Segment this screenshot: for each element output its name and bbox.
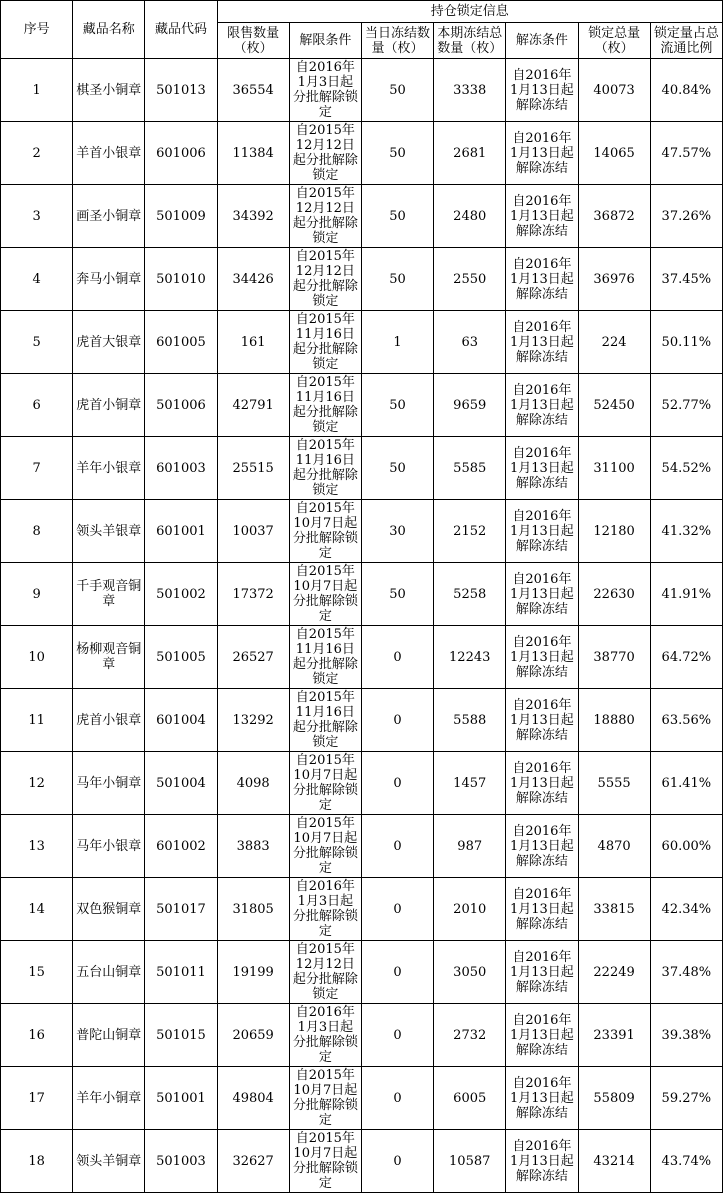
table-row <box>1 941 723 1004</box>
cell-restricted-qty: 19199 <box>217 941 289 1004</box>
cell-name: 领头羊铜章 <box>73 1130 145 1193</box>
table-row <box>1 185 723 248</box>
cell-locked-ratio: 37.48% <box>650 941 722 1004</box>
cell-code: 601003 <box>145 437 217 500</box>
cell-unlock-condition: 自2015年10月7日起分批解除锁定 <box>289 1067 361 1130</box>
cell-frozen-total: 2152 <box>434 500 506 563</box>
cell-frozen-today: 50 <box>361 248 433 311</box>
header-row-group <box>1 1 723 23</box>
table-row <box>1 1130 723 1193</box>
cell-seq: 4 <box>1 248 73 311</box>
cell-code: 501006 <box>145 374 217 437</box>
col-header-item-name: 藏品名称 <box>73 1 145 59</box>
cell-locked-total: 52450 <box>578 374 650 437</box>
cell-frozen-today: 0 <box>361 626 433 689</box>
cell-frozen-total: 3338 <box>434 59 506 122</box>
cell-seq: 15 <box>1 941 73 1004</box>
cell-frozen-today: 1 <box>361 311 433 374</box>
col-header-unfreeze-condition: 解冻条件 <box>506 23 578 59</box>
cell-restricted-qty: 11384 <box>217 122 289 185</box>
cell-unlock-condition: 自2015年12月12日起分批解除锁定 <box>289 122 361 185</box>
cell-frozen-today: 0 <box>361 1004 433 1067</box>
cell-frozen-total: 3050 <box>434 941 506 1004</box>
col-header-seq: 序号 <box>1 1 73 59</box>
cell-name: 千手观音铜章 <box>73 563 145 626</box>
cell-restricted-qty: 161 <box>217 311 289 374</box>
cell-code: 601005 <box>145 311 217 374</box>
cell-seq: 5 <box>1 311 73 374</box>
cell-seq: 1 <box>1 59 73 122</box>
cell-unlock-condition: 自2015年11月16日起分批解除锁定 <box>289 437 361 500</box>
col-header-restricted-qty: 限售数量（枚） <box>217 23 289 59</box>
cell-unlock-condition: 自2015年10月7日起分批解除锁定 <box>289 1130 361 1193</box>
cell-frozen-total: 10587 <box>434 1130 506 1193</box>
cell-unlock-condition: 自2015年12月12日起分批解除锁定 <box>289 248 361 311</box>
cell-seq: 13 <box>1 815 73 878</box>
cell-unfreeze-condition: 自2016年1月13日起解除冻结 <box>506 752 578 815</box>
cell-frozen-total: 12243 <box>434 626 506 689</box>
cell-unfreeze-condition: 自2016年1月13日起解除冻结 <box>506 626 578 689</box>
cell-unlock-condition: 自2015年10月7日起分批解除锁定 <box>289 563 361 626</box>
cell-seq: 16 <box>1 1004 73 1067</box>
table-row <box>1 878 723 941</box>
cell-code: 501013 <box>145 59 217 122</box>
cell-name: 奔马小铜章 <box>73 248 145 311</box>
cell-locked-ratio: 39.38% <box>650 1004 722 1067</box>
cell-locked-total: 40073 <box>578 59 650 122</box>
cell-locked-ratio: 42.34% <box>650 878 722 941</box>
cell-locked-total: 43214 <box>578 1130 650 1193</box>
cell-unlock-condition: 自2015年10月7日起分批解除锁定 <box>289 815 361 878</box>
cell-frozen-total: 5588 <box>434 689 506 752</box>
cell-frozen-total: 5258 <box>434 563 506 626</box>
cell-restricted-qty: 25515 <box>217 437 289 500</box>
cell-unfreeze-condition: 自2016年1月13日起解除冻结 <box>506 878 578 941</box>
table-row <box>1 122 723 185</box>
cell-name: 羊年小银章 <box>73 437 145 500</box>
cell-name: 棋圣小铜章 <box>73 59 145 122</box>
cell-seq: 12 <box>1 752 73 815</box>
cell-frozen-total: 2480 <box>434 185 506 248</box>
cell-unfreeze-condition: 自2016年1月13日起解除冻结 <box>506 374 578 437</box>
cell-restricted-qty: 4098 <box>217 752 289 815</box>
cell-name: 羊首小银章 <box>73 122 145 185</box>
cell-unfreeze-condition: 自2016年1月13日起解除冻结 <box>506 1004 578 1067</box>
table-row <box>1 59 723 122</box>
cell-locked-ratio: 37.45% <box>650 248 722 311</box>
cell-locked-total: 38770 <box>578 626 650 689</box>
cell-code: 501011 <box>145 941 217 1004</box>
cell-restricted-qty: 32627 <box>217 1130 289 1193</box>
cell-locked-ratio: 61.41% <box>650 752 722 815</box>
table-row <box>1 563 723 626</box>
cell-name: 领头羊银章 <box>73 500 145 563</box>
cell-restricted-qty: 26527 <box>217 626 289 689</box>
cell-frozen-total: 6005 <box>434 1067 506 1130</box>
cell-locked-ratio: 54.52% <box>650 437 722 500</box>
cell-unlock-condition: 自2015年10月7日起分批解除锁定 <box>289 752 361 815</box>
cell-locked-total: 22630 <box>578 563 650 626</box>
cell-code: 601001 <box>145 500 217 563</box>
cell-unlock-condition: 自2015年11月16日起分批解除锁定 <box>289 689 361 752</box>
cell-locked-ratio: 43.74% <box>650 1130 722 1193</box>
cell-locked-ratio: 60.00% <box>650 815 722 878</box>
cell-unfreeze-condition: 自2016年1月13日起解除冻结 <box>506 248 578 311</box>
cell-unfreeze-condition: 自2016年1月13日起解除冻结 <box>506 941 578 1004</box>
cell-frozen-today: 50 <box>361 59 433 122</box>
cell-code: 501009 <box>145 185 217 248</box>
cell-unfreeze-condition: 自2016年1月13日起解除冻结 <box>506 59 578 122</box>
cell-locked-total: 36872 <box>578 185 650 248</box>
cell-seq: 7 <box>1 437 73 500</box>
table-row <box>1 1004 723 1067</box>
cell-locked-total: 4870 <box>578 815 650 878</box>
table-row <box>1 248 723 311</box>
cell-unlock-condition: 自2015年10月7日起分批解除锁定 <box>289 500 361 563</box>
cell-locked-total: 36976 <box>578 248 650 311</box>
col-header-lock-info-group: 持仓锁定信息 <box>217 1 722 23</box>
cell-seq: 10 <box>1 626 73 689</box>
col-header-locked-ratio: 锁定量占总流通比例 <box>650 23 722 59</box>
cell-name: 五台山铜章 <box>73 941 145 1004</box>
cell-name: 画圣小铜章 <box>73 185 145 248</box>
cell-code: 501005 <box>145 626 217 689</box>
cell-frozen-today: 50 <box>361 563 433 626</box>
table-row <box>1 815 723 878</box>
cell-restricted-qty: 49804 <box>217 1067 289 1130</box>
cell-restricted-qty: 3883 <box>217 815 289 878</box>
cell-unlock-condition: 自2016年1月3日起分批解除锁定 <box>289 878 361 941</box>
cell-seq: 11 <box>1 689 73 752</box>
cell-name: 马年小银章 <box>73 815 145 878</box>
table-row <box>1 752 723 815</box>
cell-locked-total: 55809 <box>578 1067 650 1130</box>
table-row <box>1 311 723 374</box>
cell-unfreeze-condition: 自2016年1月13日起解除冻结 <box>506 563 578 626</box>
cell-restricted-qty: 13292 <box>217 689 289 752</box>
cell-seq: 8 <box>1 500 73 563</box>
cell-restricted-qty: 17372 <box>217 563 289 626</box>
cell-seq: 14 <box>1 878 73 941</box>
cell-unlock-condition: 自2015年11月16日起分批解除锁定 <box>289 374 361 437</box>
cell-frozen-today: 30 <box>361 500 433 563</box>
cell-unlock-condition: 自2015年11月16日起分批解除锁定 <box>289 311 361 374</box>
cell-unfreeze-condition: 自2016年1月13日起解除冻结 <box>506 1130 578 1193</box>
cell-unlock-condition: 自2016年1月3日起分批解除锁定 <box>289 59 361 122</box>
cell-name: 羊年小铜章 <box>73 1067 145 1130</box>
cell-name: 马年小铜章 <box>73 752 145 815</box>
cell-unfreeze-condition: 自2016年1月13日起解除冻结 <box>506 1067 578 1130</box>
cell-name: 虎首小银章 <box>73 689 145 752</box>
cell-locked-ratio: 50.11% <box>650 311 722 374</box>
cell-seq: 18 <box>1 1130 73 1193</box>
cell-locked-ratio: 40.84% <box>650 59 722 122</box>
cell-restricted-qty: 31805 <box>217 878 289 941</box>
cell-code: 501003 <box>145 1130 217 1193</box>
cell-unlock-condition: 自2015年11月16日起分批解除锁定 <box>289 626 361 689</box>
cell-seq: 2 <box>1 122 73 185</box>
cell-frozen-total: 2681 <box>434 122 506 185</box>
cell-unfreeze-condition: 自2016年1月13日起解除冻结 <box>506 185 578 248</box>
cell-locked-ratio: 63.56% <box>650 689 722 752</box>
cell-code: 501002 <box>145 563 217 626</box>
cell-unfreeze-condition: 自2016年1月13日起解除冻结 <box>506 500 578 563</box>
cell-restricted-qty: 20659 <box>217 1004 289 1067</box>
cell-name: 普陀山铜章 <box>73 1004 145 1067</box>
cell-code: 501015 <box>145 1004 217 1067</box>
cell-frozen-total: 9659 <box>434 374 506 437</box>
cell-locked-total: 23391 <box>578 1004 650 1067</box>
cell-frozen-total: 2550 <box>434 248 506 311</box>
cell-frozen-today: 0 <box>361 752 433 815</box>
cell-unfreeze-condition: 自2016年1月13日起解除冻结 <box>506 689 578 752</box>
cell-code: 501001 <box>145 1067 217 1130</box>
cell-unlock-condition: 自2016年1月3日起分批解除锁定 <box>289 1004 361 1067</box>
cell-locked-ratio: 37.26% <box>650 185 722 248</box>
cell-name: 虎首大银章 <box>73 311 145 374</box>
cell-locked-total: 5555 <box>578 752 650 815</box>
cell-frozen-today: 0 <box>361 941 433 1004</box>
cell-unlock-condition: 自2015年12月12日起分批解除锁定 <box>289 185 361 248</box>
cell-frozen-total: 2732 <box>434 1004 506 1067</box>
cell-frozen-today: 50 <box>361 437 433 500</box>
cell-frozen-total: 63 <box>434 311 506 374</box>
cell-unfreeze-condition: 自2016年1月13日起解除冻结 <box>506 437 578 500</box>
cell-locked-total: 31100 <box>578 437 650 500</box>
table-body <box>1 59 723 1193</box>
cell-frozen-today: 0 <box>361 815 433 878</box>
cell-frozen-today: 0 <box>361 1130 433 1193</box>
cell-locked-ratio: 64.72% <box>650 626 722 689</box>
cell-restricted-qty: 42791 <box>217 374 289 437</box>
col-header-frozen-total: 本期冻结总数量（枚） <box>434 23 506 59</box>
cell-name: 虎首小铜章 <box>73 374 145 437</box>
table-row <box>1 689 723 752</box>
cell-name: 双色猴铜章 <box>73 878 145 941</box>
cell-restricted-qty: 36554 <box>217 59 289 122</box>
cell-seq: 17 <box>1 1067 73 1130</box>
cell-restricted-qty: 34392 <box>217 185 289 248</box>
cell-seq: 9 <box>1 563 73 626</box>
cell-unfreeze-condition: 自2016年1月13日起解除冻结 <box>506 311 578 374</box>
cell-locked-total: 22249 <box>578 941 650 1004</box>
cell-locked-total: 224 <box>578 311 650 374</box>
cell-code: 601004 <box>145 689 217 752</box>
col-header-frozen-today: 当日冻结数量（枚） <box>361 23 433 59</box>
cell-code: 501010 <box>145 248 217 311</box>
cell-frozen-total: 2010 <box>434 878 506 941</box>
cell-unlock-condition: 自2015年12月12日起分批解除锁定 <box>289 941 361 1004</box>
cell-frozen-total: 5585 <box>434 437 506 500</box>
table-row <box>1 437 723 500</box>
cell-code: 501004 <box>145 752 217 815</box>
cell-frozen-today: 50 <box>361 374 433 437</box>
cell-locked-ratio: 41.32% <box>650 500 722 563</box>
table-header <box>1 1 723 59</box>
cell-seq: 6 <box>1 374 73 437</box>
table-row <box>1 500 723 563</box>
cell-locked-ratio: 59.27% <box>650 1067 722 1130</box>
cell-locked-total: 14065 <box>578 122 650 185</box>
cell-frozen-today: 50 <box>361 185 433 248</box>
cell-locked-ratio: 41.91% <box>650 563 722 626</box>
cell-frozen-today: 0 <box>361 689 433 752</box>
cell-locked-total: 12180 <box>578 500 650 563</box>
table-row <box>1 626 723 689</box>
cell-unfreeze-condition: 自2016年1月13日起解除冻结 <box>506 122 578 185</box>
col-header-item-code: 藏品代码 <box>145 1 217 59</box>
cell-frozen-total: 987 <box>434 815 506 878</box>
col-header-unlock-condition: 解限条件 <box>289 23 361 59</box>
cell-frozen-today: 0 <box>361 1067 433 1130</box>
cell-frozen-total: 1457 <box>434 752 506 815</box>
cell-locked-total: 33815 <box>578 878 650 941</box>
cell-name: 杨柳观音铜章 <box>73 626 145 689</box>
cell-locked-ratio: 52.77% <box>650 374 722 437</box>
cell-code: 601002 <box>145 815 217 878</box>
cell-code: 501017 <box>145 878 217 941</box>
cell-frozen-today: 50 <box>361 122 433 185</box>
cell-seq: 3 <box>1 185 73 248</box>
cell-locked-total: 18880 <box>578 689 650 752</box>
cell-frozen-today: 0 <box>361 878 433 941</box>
cell-unfreeze-condition: 自2016年1月13日起解除冻结 <box>506 815 578 878</box>
cell-locked-ratio: 47.57% <box>650 122 722 185</box>
cell-restricted-qty: 34426 <box>217 248 289 311</box>
cell-restricted-qty: 10037 <box>217 500 289 563</box>
cell-code: 601006 <box>145 122 217 185</box>
table-row <box>1 374 723 437</box>
col-header-locked-total: 锁定总量（枚） <box>578 23 650 59</box>
table-row <box>1 1067 723 1130</box>
